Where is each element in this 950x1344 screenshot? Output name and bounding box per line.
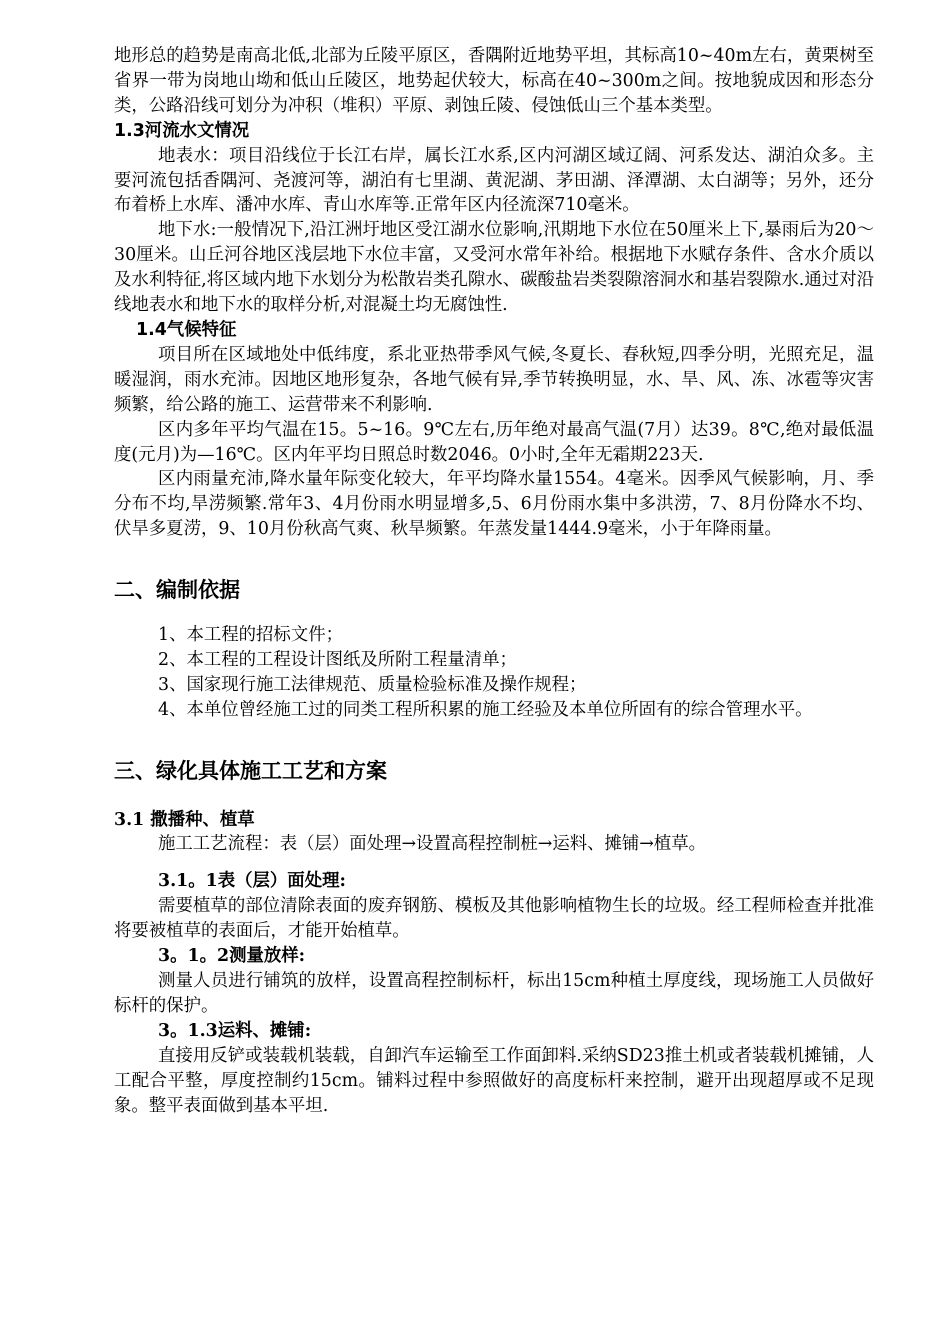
transport-paragraph: 直接用反铲或装载机装载，自卸汽车运输至工作面卸料.采纳SD23推土机或者装载机摊铺，人工配合平整，厚度控制约15cm。铺料过程中参照做好的高度标杆来控制，避开出现超厚或不足现象。整平表面做到基本平坦. (114, 1045, 874, 1116)
section-heading-1-3: 1.3河流水文情况 (114, 120, 250, 141)
section-heading-3: 三、绿化具体施工工艺和方案 (114, 758, 387, 783)
surface-treatment-paragraph: 需要植草的部位清除表面的废弃钢筋、模板及其他影响植物生长的垃圾。经工程师检查并批准将要被植草的表面后，才能开始植草。 (114, 896, 874, 942)
basis-list (114, 623, 874, 723)
climate-paragraph-2: 区内多年平均气温在15。5~16。9℃左右,历年绝对最高气温(7月）达39。8℃,绝对最低温度(元月)为—16℃。区内年平均日照总时数2046。0小时,全年无霜期223天. (114, 419, 874, 465)
subsection-heading-3-1-2: 3。1。2测量放样: (158, 946, 306, 967)
subsection-heading-3-1-3: 3。1.3运料、摊铺: (158, 1020, 312, 1041)
survey-paragraph: 测量人员进行铺筑的放样，设置高程控制标杆，标出15cm种植土厚度线，现场施工人员做好标杆的保护。 (114, 971, 874, 1016)
surface-water-paragraph: 地表水：项目沿线位于长江右岸，属长江水系,区内河湖区域辽阔、河系发达、湖泊众多。主要河流包括香隅河、尧渡河等，湖泊有七里湖、黄泥湖、茅田湖、泽潭湖、太白湖等；另外，还分布着桥上水库、潘冲水库、青山水库等.正常年区内径流深710毫米。 (114, 145, 874, 216)
subsection-heading-3-1: 3.1 撒播种、植草 (114, 809, 255, 830)
section-heading-1-4: 1.4气候特征 (136, 319, 237, 340)
document-page (114, 44, 874, 1118)
climate-paragraph-3: 区内雨量充沛,降水量年际变化较大，年平均降水量1554。4毫米。因季风气候影响，月、季分布不均,旱涝频繁.常年3、4月份雨水明显增多,5、6月份雨水集中多洪涝，7、8月份降水不均、伏旱多夏涝，9、10月份秋高气爽、秋旱频繁。年蒸发量1444.9毫米，小于年降雨量。 (114, 469, 874, 540)
process-flow-paragraph: 施工工艺流程：表（层）面处理→设置高程控制桩→运料、摊铺→植草。 (158, 834, 707, 855)
climate-paragraph-1: 项目所在区域地处中低纬度，系北亚热带季风气候,冬夏长、春秋短,四季分明，光照充足，温暖湿润，雨水充沛。因地区地形复杂，各地气候有异,季节转换明显，水、旱、风、冻、冰雹等灾害频繁，给公路的施工、运营带来不利影响. (114, 344, 874, 415)
list-item: 3、国家现行施工法律规范、质量检验标准及操作规程； (158, 674, 587, 695)
list-item: 2、本工程的工程设计图纸及所附工程量清单； (158, 649, 517, 670)
list-item: 1、本工程的招标文件； (158, 625, 343, 646)
subsection-heading-3-1-1: 3.1。1表（层）面处理: (158, 871, 346, 892)
groundwater-paragraph: 地下水:一般情况下,沿江洲圩地区受江湖水位影响,汛期地下水位在50厘米上下,暴雨后为20～30厘米。山丘河谷地区浅层地下水位丰富，又受河水常年补给。根据地下水赋存条件、含水介质以及水利特征,将区域内地下水划分为松散岩类孔隙水、碳酸盐岩类裂隙溶洞水和基岩裂隙水.通过对沿线地表水和地下水的取样分析,对混凝土均无腐蚀性. (114, 220, 874, 316)
list-item: 4、本单位曾经施工过的同类工程所积累的施工经验及本单位所固有的综合管理水平。 (158, 699, 813, 720)
section-heading-2: 二、编制依据 (114, 578, 240, 603)
intro-paragraph: 地形总的趋势是南高北低,北部为丘陵平原区，香隅附近地势平坦，其标高10~40m左右，黄栗树至省界一带为岗地山坳和低山丘陵区，地势起伏较大，标高在40~300m之间。按地貌成因和形态分类，公路沿线可划分为冲积（堆积）平原、剥蚀丘陵、侵蚀低山三个基本类型。 (114, 46, 874, 116)
